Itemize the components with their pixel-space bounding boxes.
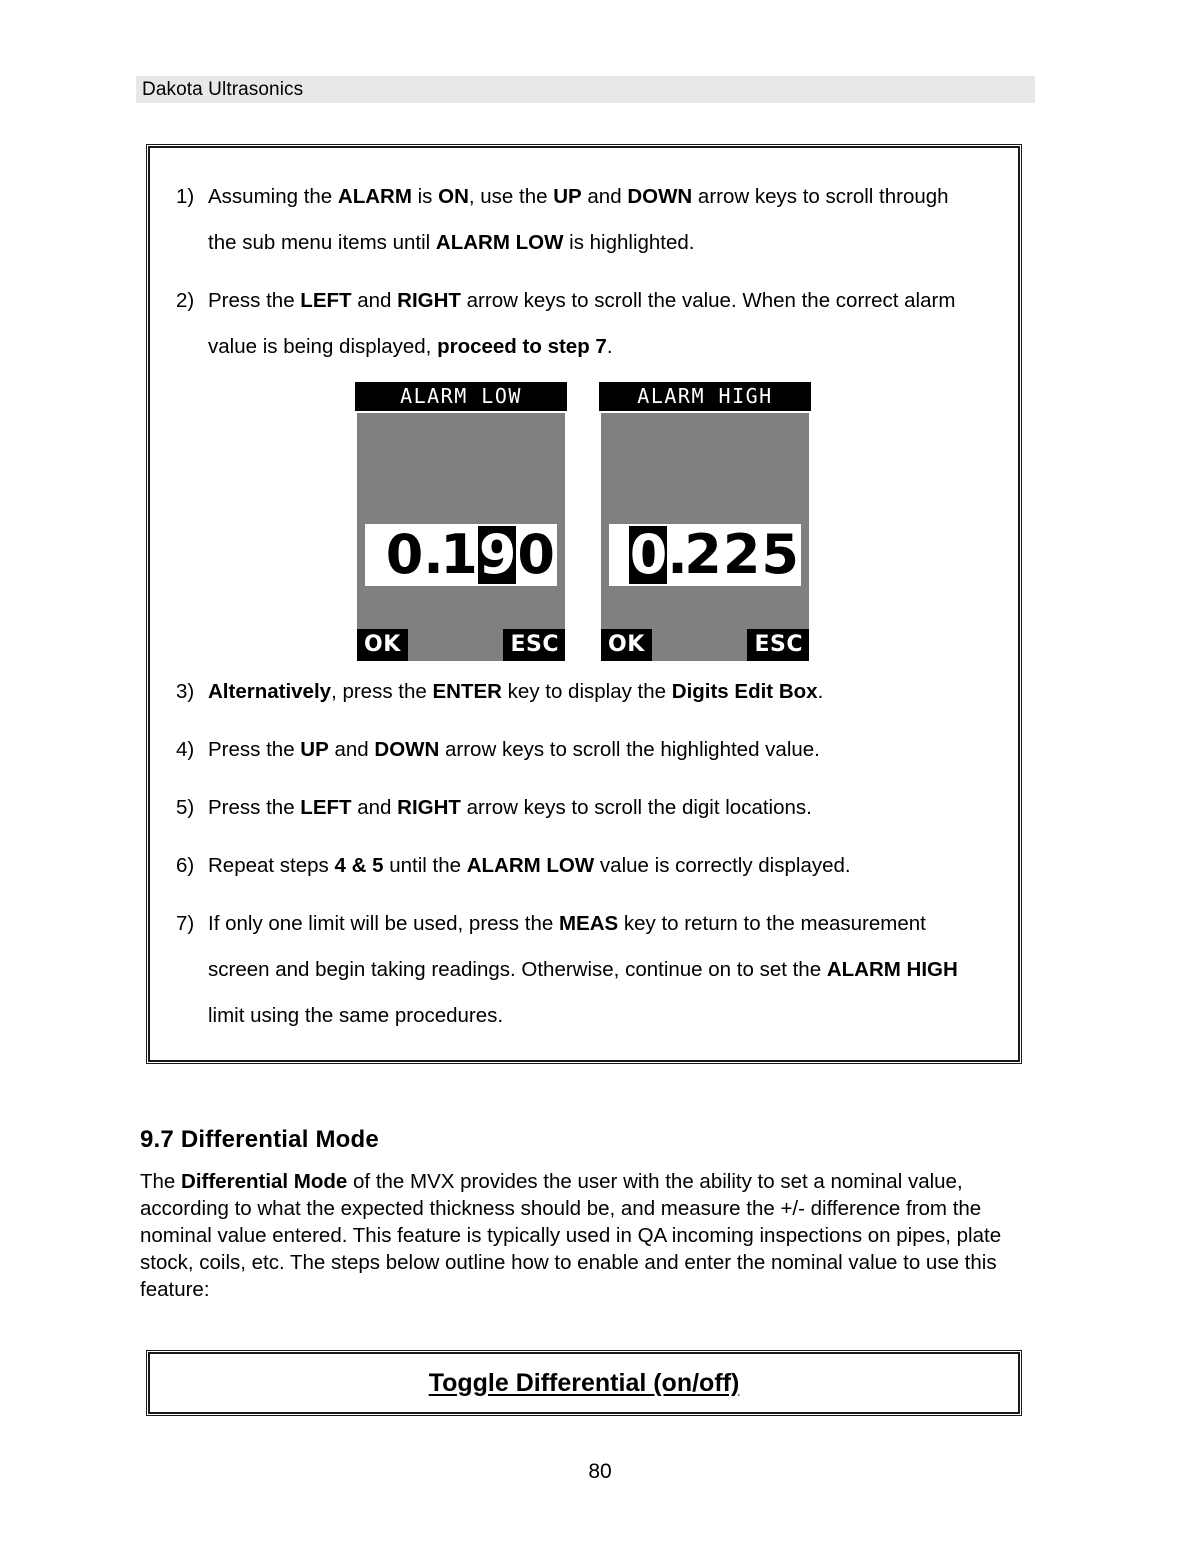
emphasis-text: proceed to step 7 xyxy=(437,335,607,358)
step-item xyxy=(168,785,992,831)
plain-text: , use the xyxy=(468,185,554,208)
running-header xyxy=(136,76,1035,103)
lcd-softkey-esc[interactable]: ESC xyxy=(747,629,809,661)
plain-text: The xyxy=(140,1170,182,1193)
plain-text: key to return to the measurement screen and begin taking readings. Otherwise, continue on to set the xyxy=(208,912,926,981)
step-text xyxy=(208,785,978,831)
instruction-steps-inner xyxy=(150,148,1018,1039)
step-text xyxy=(208,727,978,773)
plain-text: and xyxy=(581,185,628,208)
plain-text: key to display the xyxy=(501,680,672,703)
lcd-softkey-bar xyxy=(357,629,565,661)
step-item xyxy=(168,843,992,889)
emphasis-text: LEFT xyxy=(300,796,352,819)
step-item xyxy=(168,174,992,266)
step-text xyxy=(208,278,978,370)
toggle-differential-box xyxy=(148,1352,1020,1414)
lcd-value-field[interactable] xyxy=(365,524,557,586)
plain-text: arrow keys to scroll the highlighted value. xyxy=(439,738,820,761)
step-text xyxy=(208,174,978,266)
step-item xyxy=(168,669,992,715)
emphasis-text: Digits Edit Box xyxy=(671,680,818,703)
plain-text: and xyxy=(328,738,375,761)
plain-text: Press the xyxy=(208,796,301,819)
plain-text: until the xyxy=(383,854,467,877)
plain-text: Assuming the xyxy=(208,185,338,208)
plain-text: value is correctly displayed. xyxy=(594,854,851,877)
lcd-screen-body xyxy=(599,411,811,663)
emphasis-text: Differential Mode xyxy=(181,1170,348,1193)
plain-text: limit using the same procedures. xyxy=(208,1004,504,1027)
emphasis-text: MEAS xyxy=(558,912,619,935)
plain-text: is highlighted. xyxy=(563,231,695,254)
step-number: 3) xyxy=(176,680,195,703)
step-number: 2) xyxy=(176,289,195,312)
lcd-digit-highlighted: 9 xyxy=(478,524,516,586)
plain-text: Repeat steps xyxy=(208,854,335,877)
emphasis-text: RIGHT xyxy=(397,289,461,312)
lcd-digit: 0 xyxy=(385,524,423,586)
lcd-softkey-ok[interactable]: OK xyxy=(357,629,408,661)
step-number: 5) xyxy=(176,796,195,819)
step-item xyxy=(168,901,992,1039)
step-text xyxy=(208,901,978,1039)
plain-text: arrow keys to scroll the digit locations. xyxy=(460,796,812,819)
step-number: 1) xyxy=(176,185,195,208)
plain-text: Press the xyxy=(208,738,301,761)
plain-text: arrow keys to scroll the value. When the correct alarm value is being displayed, xyxy=(208,289,956,358)
lcd-digit: . xyxy=(423,524,443,586)
plain-text: If only one limit will be used, press the xyxy=(208,912,559,935)
emphasis-text: LEFT xyxy=(300,289,352,312)
lcd-title-bar: ALARM LOW xyxy=(355,382,567,411)
plain-text: and xyxy=(351,796,398,819)
section-paragraph xyxy=(140,1168,1036,1303)
emphasis-text: ALARM LOW xyxy=(435,231,564,254)
emphasis-text: RIGHT xyxy=(397,796,461,819)
emphasis-text: ENTER xyxy=(432,680,502,703)
lcd-digit: . xyxy=(667,524,687,586)
plain-text: and xyxy=(351,289,398,312)
lcd-digit-highlighted: 0 xyxy=(629,524,667,586)
step-number: 7) xyxy=(176,912,195,935)
emphasis-text: DOWN xyxy=(374,738,440,761)
lcd-screen xyxy=(599,382,811,663)
running-header-text: Dakota Ultrasonics xyxy=(142,78,304,100)
step-number: 6) xyxy=(176,854,195,877)
emphasis-text: ALARM LOW xyxy=(466,854,595,877)
steps-list xyxy=(168,174,992,1039)
lcd-title-bar: ALARM HIGH xyxy=(599,382,811,411)
emphasis-text: DOWN xyxy=(627,185,693,208)
emphasis-text: Alternatively xyxy=(208,680,332,703)
lcd-digit: 5 xyxy=(761,524,798,586)
step-number: 4) xyxy=(176,738,195,761)
lcd-digit: 2 xyxy=(722,524,760,586)
lcd-softkey-bar xyxy=(601,629,809,661)
lcd-screens-figure xyxy=(168,382,992,663)
lcd-digit: 1 xyxy=(440,524,477,586)
emphasis-text: UP xyxy=(553,185,582,208)
plain-text: is xyxy=(411,185,439,208)
plain-text: Press the xyxy=(208,289,301,312)
emphasis-text: UP xyxy=(300,738,329,761)
lcd-screen xyxy=(355,382,567,663)
lcd-softkey-esc[interactable]: ESC xyxy=(503,629,565,661)
instruction-steps-box xyxy=(148,146,1020,1062)
plain-text: . xyxy=(817,680,824,703)
lcd-digit: 0 xyxy=(517,524,554,586)
lcd-value-field[interactable] xyxy=(609,524,801,586)
emphasis-text: ON xyxy=(438,185,469,208)
lcd-digit: 2 xyxy=(684,524,721,586)
section-heading: 9.7 Differential Mode xyxy=(140,1126,379,1153)
plain-text: . xyxy=(606,335,613,358)
emphasis-text: ALARM xyxy=(337,185,412,208)
lcd-softkey-ok[interactable]: OK xyxy=(601,629,652,661)
lcd-screen-body xyxy=(355,411,567,663)
page-number: 80 xyxy=(588,1460,612,1483)
step-item xyxy=(168,727,992,773)
lcd-value-digits xyxy=(385,526,555,584)
step-text xyxy=(208,843,978,889)
plain-text: of the MVX provides the user with the ability to set a nominal value, according to what the expected thickness should be, and measure the +/- difference from the nominal value entered. This feature is typically used in QA incoming inspections on pipes, plate stock, coils, etc. The steps below outline how to enable and enter the nominal value to use this feature: xyxy=(140,1170,1002,1301)
toggle-differential-title: Toggle Differential (on/off) xyxy=(428,1368,740,1397)
figure-row xyxy=(168,382,992,663)
step-item xyxy=(168,278,992,370)
lcd-value-digits xyxy=(629,526,799,584)
step-text xyxy=(208,669,978,715)
plain-text: , press the xyxy=(331,680,433,703)
plain-text: arrow keys to scroll through the sub menu items until xyxy=(208,185,949,254)
emphasis-text: ALARM HIGH xyxy=(826,958,958,981)
emphasis-text: 4 & 5 xyxy=(334,854,384,877)
